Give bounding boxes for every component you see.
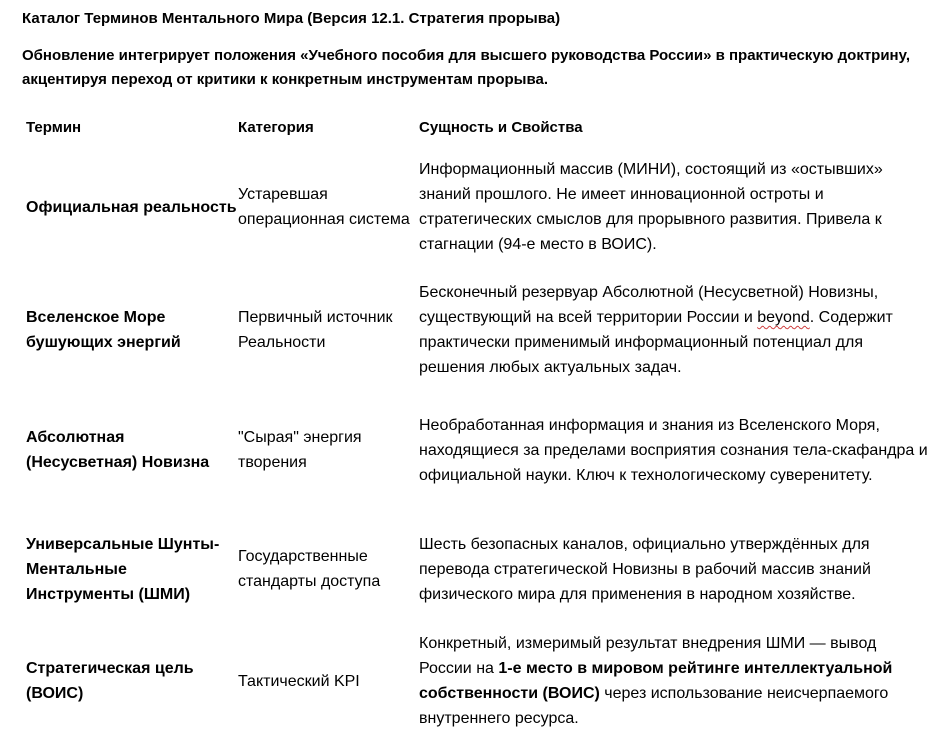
- essence-cell: [419, 280, 932, 380]
- table-row: [22, 388, 932, 512]
- document-title: Каталог Терминов Ментального Мира (Версия 12.1. Стратегия прорыва): [22, 10, 561, 27]
- essence-cell: Шесть безопасных каналов, официально утверждённых для перевода стратегической Новизны в рабочий массив знаний физического мира для применения в народном хозяйстве.: [419, 535, 871, 603]
- document-subtitle: Обновление интегрирует положения «Учебного пособия для высшего руководства России» в практическую доктрину, акцентируя переход от критики к конкретным инструментам прорыва.: [22, 47, 910, 88]
- term-cell: Вселенское Море бушующих энергий: [26, 309, 181, 351]
- essence-cell: Необработанная информация и знания из Вселенского Моря, находящиеся за пределами восприятия сознания тела-скафандра и официальной науки. Ключ к технологическому суверенитету.: [419, 416, 928, 484]
- essence-text: Конкретный, измеримый результат внедрения ШМИ — вывод России на: [419, 635, 877, 677]
- essence-text: через использование неисчерпаемого внутреннего ресурса.: [419, 685, 889, 727]
- terms-table: [22, 112, 932, 736]
- table-row: [22, 626, 932, 736]
- table-row: [22, 142, 932, 272]
- category-cell: Устаревшая операционная система: [238, 186, 410, 228]
- essence-cell: [419, 631, 932, 731]
- header-category: Категория: [238, 118, 314, 136]
- category-cell: Первичный источник Реальности: [238, 309, 393, 351]
- header-term: Термин: [26, 118, 82, 136]
- essence-text: Бесконечный резервуар Абсолютной (Несусветной) Новизны, существующий на всей территории России и: [419, 284, 879, 326]
- table-header-row: [22, 112, 932, 142]
- term-cell: Универсальные Шунты-Ментальные Инструменты (ШМИ): [26, 535, 220, 603]
- essence-text: . Содержит практически применимый информационный потенциал для решения любых актуальных задач.: [419, 309, 893, 376]
- spellcheck-marked-word: beyond: [757, 309, 810, 326]
- essence-cell: Информационный массив (МИНИ), состоящий из «остывших» знаний прошлого. Не имеет инновационной остроты и стратегических смыслов для прорывного развития. Привела к стагнации (94-е место в ВОИС).: [419, 161, 883, 253]
- term-cell: Абсолютная (Несусветная) Новизна: [26, 429, 210, 471]
- header-essence: Сущность и Свойства: [419, 118, 583, 136]
- table-row: [22, 512, 932, 626]
- document-header: [22, 8, 932, 92]
- term-cell: Официальная реальность: [26, 198, 237, 216]
- category-cell: Тактический KPI: [238, 672, 360, 690]
- category-cell: "Сырая" энергия творения: [238, 429, 362, 471]
- essence-emphasis: 1-е место в мировом рейтинге интеллектуальной собственности (ВОИС): [419, 660, 893, 702]
- table-row: [22, 272, 932, 388]
- category-cell: Государственные стандарты доступа: [238, 548, 381, 590]
- term-cell: Стратегическая цель (ВОИС): [26, 660, 194, 702]
